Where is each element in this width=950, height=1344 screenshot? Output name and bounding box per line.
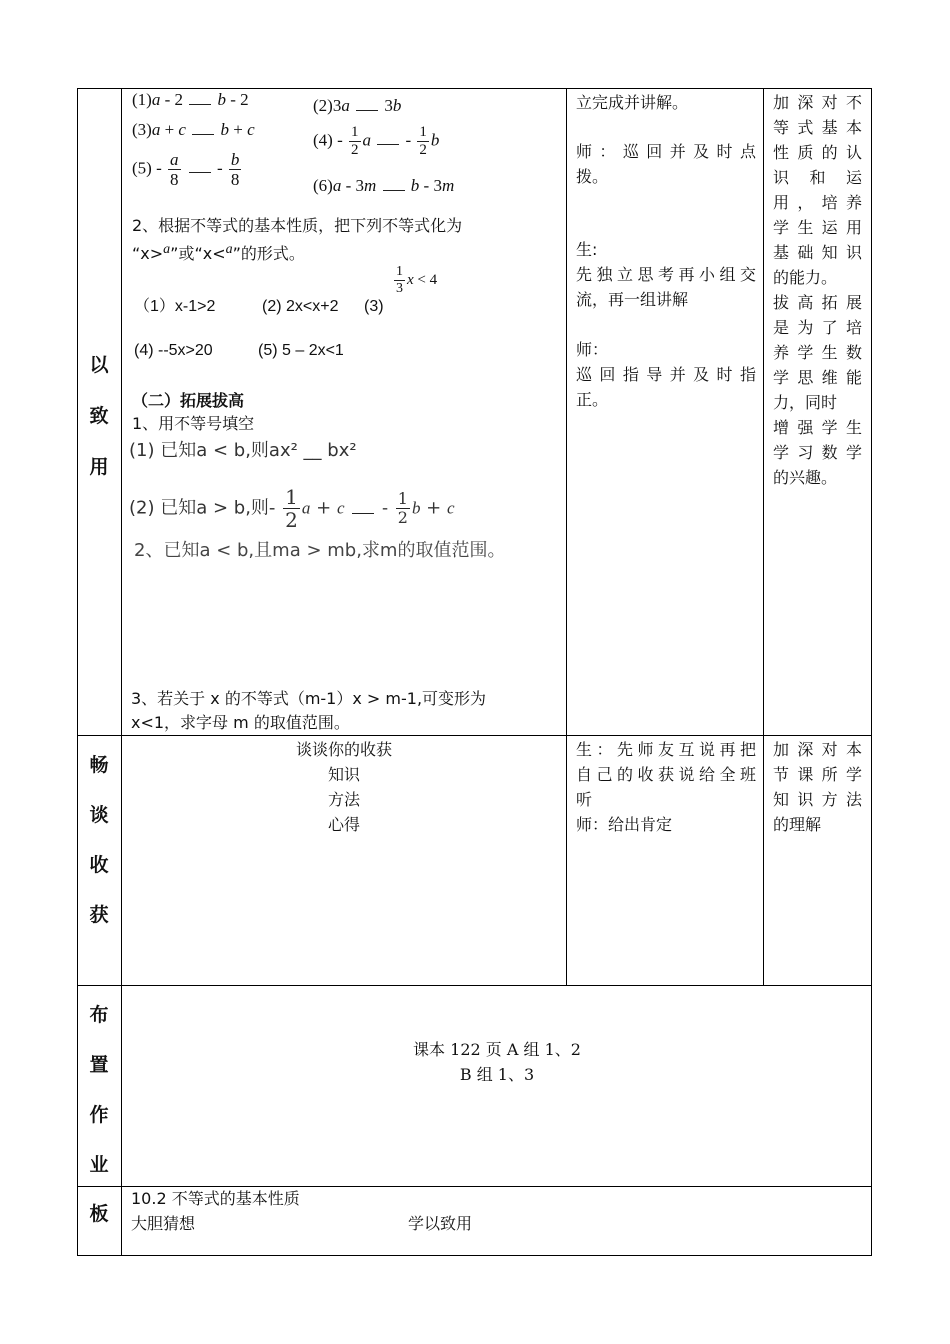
harvest-intent-line: 加深对本 xyxy=(773,740,862,759)
label-apply-2: 致 xyxy=(89,405,109,427)
apply-intent-line: 的兴趣。 xyxy=(773,468,838,487)
row-divider-2 xyxy=(77,985,872,986)
q2-item-5: (5) 5 – 2x<1 xyxy=(258,342,344,359)
apply-activity-line: 师：巡回并及时点 xyxy=(576,142,756,161)
fill-item-3: (3)a + c b + c xyxy=(132,120,255,139)
label-homework-3: 作 xyxy=(89,1104,109,1126)
apply-intent-line: 识 和 运 xyxy=(773,168,862,187)
apply-activity-line: 巡回指导并及时指 xyxy=(576,365,756,384)
harvest-item: 知识 xyxy=(327,765,360,784)
board-left: 大胆猜想 xyxy=(131,1214,196,1233)
extend-q1: 1、用不等号填空 xyxy=(132,414,255,433)
harvest-activity-line: 听 xyxy=(576,790,593,809)
apply-intent-line: 用，培养 xyxy=(773,193,862,212)
label-homework-2: 置 xyxy=(89,1054,109,1076)
label-harvest-1: 畅 xyxy=(89,754,109,776)
harvest-activity-line: 生：先师友互说再把 xyxy=(576,740,756,759)
extend-q3-line2: x<1，求字母 m 的取值范围。 xyxy=(131,713,350,732)
label-harvest-4: 获 xyxy=(89,904,109,926)
q2-item-4: (4) --5x>20 xyxy=(134,342,213,359)
homework-content xyxy=(122,1037,872,1087)
fill-item-2: (2)3a 3b xyxy=(313,96,402,115)
harvest-content xyxy=(122,737,566,837)
col-divider-3 xyxy=(763,88,764,985)
harvest-intent xyxy=(773,737,862,837)
extend-q1-1: (1) 已知a < b,则ax² __ bx² xyxy=(129,440,357,461)
harvest-item: 方法 xyxy=(327,790,360,809)
extend-q2: 2、已知a < b,且ma > mb,求m的取值范围。 xyxy=(134,540,506,561)
fill-item-1: (1)a - 2 b - 2 xyxy=(132,90,249,109)
apply-activity-line: 流，再一组讲解 xyxy=(576,290,689,309)
apply-activity-line: 拨。 xyxy=(576,167,609,186)
fill-item-6: (6)a - 3m b - 3m xyxy=(313,176,455,195)
extend-q1-2: (2) 已知a > b,则- $\frac{1}{2}$ a + c - $\frac{1}{2}$ b + c xyxy=(129,485,455,532)
apply-intent-line: 养学生数 xyxy=(773,343,862,362)
harvest-intent-line: 知识方法 xyxy=(773,790,862,809)
apply-intent-line: 力，同时 xyxy=(773,393,838,412)
apply-activity-line: 生: xyxy=(576,240,598,259)
apply-intent-line: 的能力。 xyxy=(773,268,838,287)
apply-activity-line: 正。 xyxy=(576,390,609,409)
label-homework-4: 业 xyxy=(89,1154,109,1176)
harvest-activity-line: 自己的收获说给全班 xyxy=(576,765,756,784)
q2-item-1: （1）x-1>2 xyxy=(134,298,216,315)
q2-item-2: (2) 2x<x+2 xyxy=(262,298,339,315)
apply-activity-line: 先独立思考再小组交 xyxy=(576,265,756,284)
apply-activity-line: 师： xyxy=(576,340,609,359)
apply-intent-line: 学生运用 xyxy=(773,218,862,237)
q2-item-3: (3) xyxy=(364,298,384,315)
q2-item-3-expr: $\frac{1}{3}$ x < 4 xyxy=(396,264,438,296)
apply-intent-line: 学思维能 xyxy=(773,368,862,387)
board-right: 学以致用 xyxy=(408,1214,473,1233)
q2-text-line1: 2、根据不等式的基本性质，把下列不等式化为 xyxy=(132,216,463,235)
col-divider-2 xyxy=(566,88,567,985)
apply-intent-line: 是为了培 xyxy=(773,318,862,337)
homework-line: 课本 122 页 A 组 1、2 xyxy=(413,1040,581,1059)
apply-intent-line: 拔高拓展 xyxy=(773,293,862,312)
harvest-title: 谈谈你的收获 xyxy=(295,740,392,759)
extend-q3-line1: 3、若关于 x 的不等式（m-1）x > m-1,可变形为 xyxy=(131,689,487,708)
label-apply-1: 以 xyxy=(89,354,109,376)
label-harvest-2: 谈 xyxy=(89,804,109,826)
label-board: 板 xyxy=(89,1203,109,1225)
apply-intent xyxy=(773,90,862,490)
fill-item-5: (5) - $\frac{a}{8}$ - $\frac{b}{8}$ xyxy=(132,150,240,189)
apply-activity-line: 立完成并讲解。 xyxy=(576,93,689,112)
apply-intent-line: 加深对不 xyxy=(773,93,862,112)
extend-title: （二）拓展拔高 xyxy=(132,391,245,410)
apply-intent-line: 增强学生 xyxy=(773,418,862,437)
harvest-intent-line: 节课所学 xyxy=(773,765,862,784)
label-harvest-3: 收 xyxy=(89,854,109,876)
apply-intent-line: 学习数学 xyxy=(773,443,862,462)
harvest-activity-line: 师：给出肯定 xyxy=(576,815,673,834)
row-divider-1 xyxy=(77,735,872,736)
board-title: 10.2 不等式的基本性质 xyxy=(131,1189,300,1208)
apply-intent-line: 性质的认 xyxy=(773,143,862,162)
q2-text-line2: “x>a”或“x<a”的形式。 xyxy=(132,242,305,263)
label-apply-3: 用 xyxy=(89,456,109,478)
label-homework-1: 布 xyxy=(89,1004,109,1026)
harvest-intent-line: 的理解 xyxy=(773,815,822,834)
homework-line: B 组 1、3 xyxy=(459,1065,535,1084)
apply-activity xyxy=(576,90,756,412)
harvest-item: 心得 xyxy=(327,815,360,834)
apply-intent-line: 基础知识 xyxy=(773,243,862,262)
harvest-activity xyxy=(576,737,756,837)
apply-intent-line: 等式基本 xyxy=(773,118,862,137)
fill-item-4: (4) - $\frac{1}{2}$ a - $\frac{1}{2}$ b xyxy=(313,124,440,158)
